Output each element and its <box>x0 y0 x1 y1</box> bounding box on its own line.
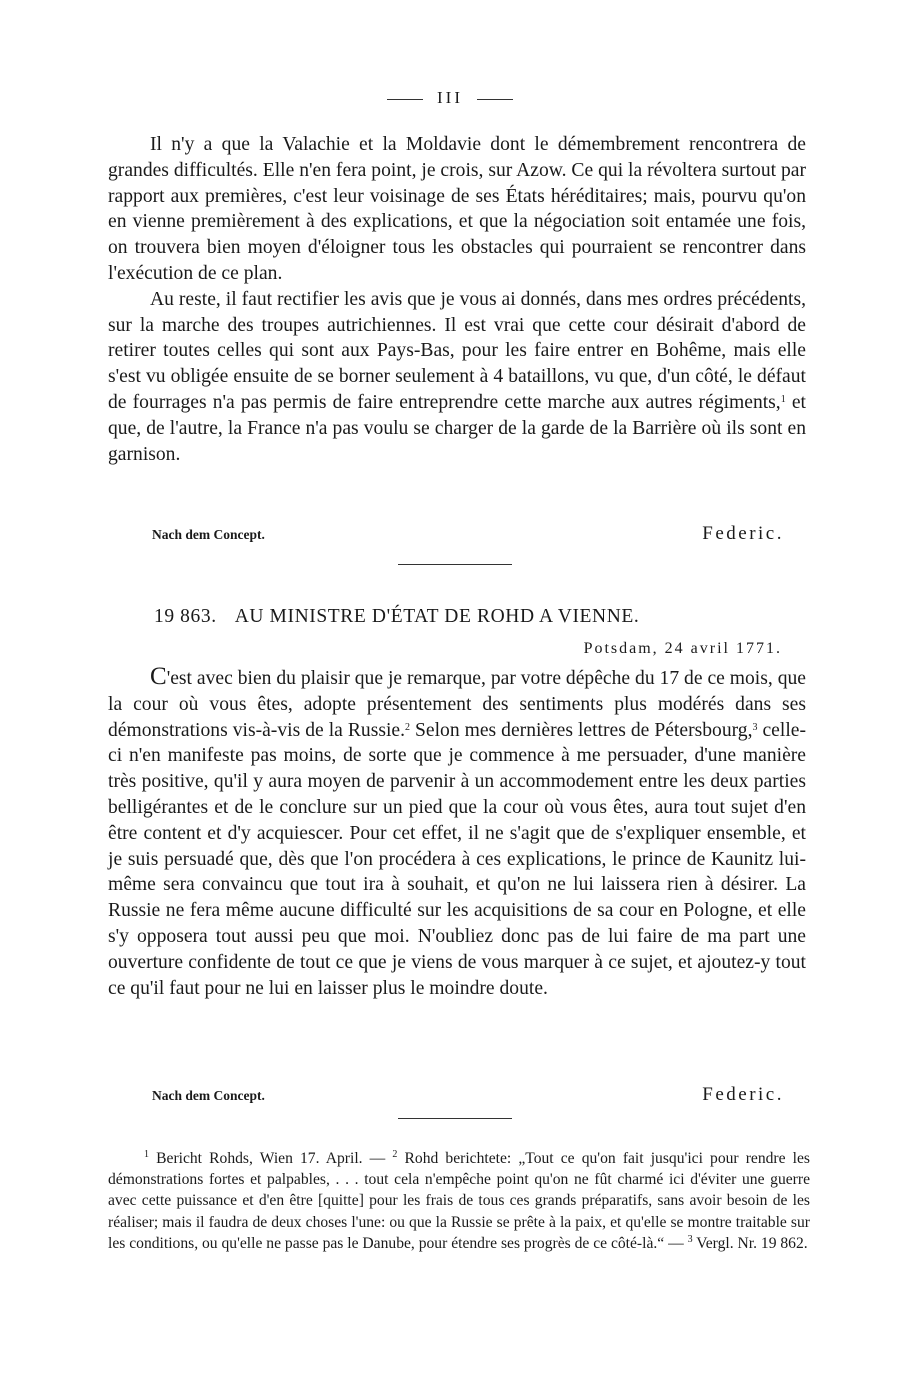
footnote-ref: 2 <box>404 721 410 733</box>
letter-signature-row <box>108 1084 784 1108</box>
text-run: Selon mes dernières lettres de Pétersbourg, <box>409 719 753 741</box>
letter-body <box>108 664 806 1001</box>
letter-number: 19 863. <box>154 606 217 627</box>
footnote-paragraph <box>108 1148 810 1254</box>
source-note: Nach dem Concept. <box>152 527 265 542</box>
footnote-divider <box>398 1118 512 1119</box>
footnote-ref: 1 <box>780 393 786 405</box>
header-dash-left <box>387 99 423 100</box>
page-number: III <box>437 88 463 107</box>
text-run: 'est avec bien du plaisir que je remarque, par votre dépêche du 17 de ce mois, que la cour où vous êtes, adopte présentement des sentiments plus modérés dans ses démonstrations vis-à-vis de la Russie. <box>108 668 806 741</box>
footnote-text: Bericht Rohds, Wien 17. April. — <box>149 1150 393 1167</box>
footnote-ref: 3 <box>752 721 758 733</box>
previous-letter-signature-row <box>108 523 784 547</box>
paragraph <box>108 287 806 468</box>
text-run: celle-ci n'en manifeste pas moins, de sorte que je commence à me persuader, d'une manière très positive, qu'il y aura moyen de parvenir à un accommodement entre les deux parties belligérantes et de le conclure sur un pied que la cour où vous êtes, aura tout sujet d'en être content et d'y acquiescer. Pour cet effet, il ne s'agit que de s'expliquer ensemble, et je suis persuadé que, dès que l'on procédera à ces explications, le prince de Kaunitz lui-même sera convaincu que tout ira à souhait, et qu'on ne lui laissera rien à désirer. La Russie ne fera même aucune difficulté sur les acquisitions de sa cour en Pologne, et elle s'y opposera tout aussi peu que moi. N'oubliez donc pas de lui faire de ma part une ouverture confidente de tout ce que je viens de vous marquer à ce sujet, et ajoutez-y tout ce qu'il faut pour ne lui en laisser plus le moindre doute. <box>108 719 806 999</box>
place-date: Potsdam, 24 avril 1771. <box>583 640 782 657</box>
footnote-mark: 1 <box>144 1149 149 1160</box>
drop-cap: C <box>150 663 167 690</box>
footnote-mark: 2 <box>392 1149 398 1160</box>
section-divider <box>398 564 512 565</box>
footnotes <box>108 1148 810 1254</box>
source-note: Nach dem Concept. <box>152 1088 265 1103</box>
signature: Federic. <box>702 523 784 544</box>
text-run: Au reste, il faut rectifier les avis que je vous ai donnés, dans mes ordres précédents, sur la marche des troupes autrichiennes. Il est vrai que cette cour désirait d'abord de retirer toutes celles qui sont aux Pays-Bas, pour les faire entrer en Bohême, mais elle s'est vu obligée ensuite de se borner seulement à 4 bataillons, vu que, d'un côté, le défaut de fourrages n'a pas permis de faire entreprendre cette marche aux autres régiments, <box>108 288 806 413</box>
signature: Federic. <box>702 1084 784 1105</box>
footnote-text: Vergl. Nr. 19 862. <box>692 1234 808 1252</box>
letter-title <box>154 606 854 628</box>
page-header <box>0 88 900 108</box>
paragraph <box>108 664 806 1001</box>
footnote-text: Rohd berichtete: „Tout ce qu'on fait jusqu'ici pour rendre les démonstrations fortes et palpables, . . . tout cela n'empêche point qu'on ne fût charmé ici d'éviter une guerre avec cette puissance et d'en être [quitte] pour les frais de tous ces grands préparatifs, sans avoir besoin de les réaliser; mais il faudra de deux choses l'une: ou que la Russie se prête à la paix, et qu'elle se montre traitable sur les conditions, ou qu'elle ne passe pas le Danube, pour étendre ses progrès de ce côté-là.“ — <box>108 1150 810 1252</box>
letter-heading: AU MINISTRE D'ÉTAT DE ROHD A VIENNE. <box>234 606 640 627</box>
text-run: et que, de l'autre, la France n'a pas voulu se charger de la garde de la Barrière où ils sont en garnison. <box>108 391 806 465</box>
header-dash-right <box>477 99 513 100</box>
footnote-mark: 3 <box>687 1233 693 1245</box>
previous-letter-body <box>108 132 806 467</box>
paragraph: Il n'y a que la Valachie et la Moldavie dont le démembrement rencontrera de grandes difficultés. Elle n'en fera point, je crois, sur Azow. Ce qui la révoltera surtout par rapport aux premières, c'est leur voisinage de ses États héréditaires; mais, pourvu qu'on en vienne premièrement à des explications, et que la négociation soit entamée une fois, on trouvera bien moyen d'éloigner tous les obstacles qui pourraient se rencontrer dans l'exécution de ce plan. <box>108 134 806 284</box>
